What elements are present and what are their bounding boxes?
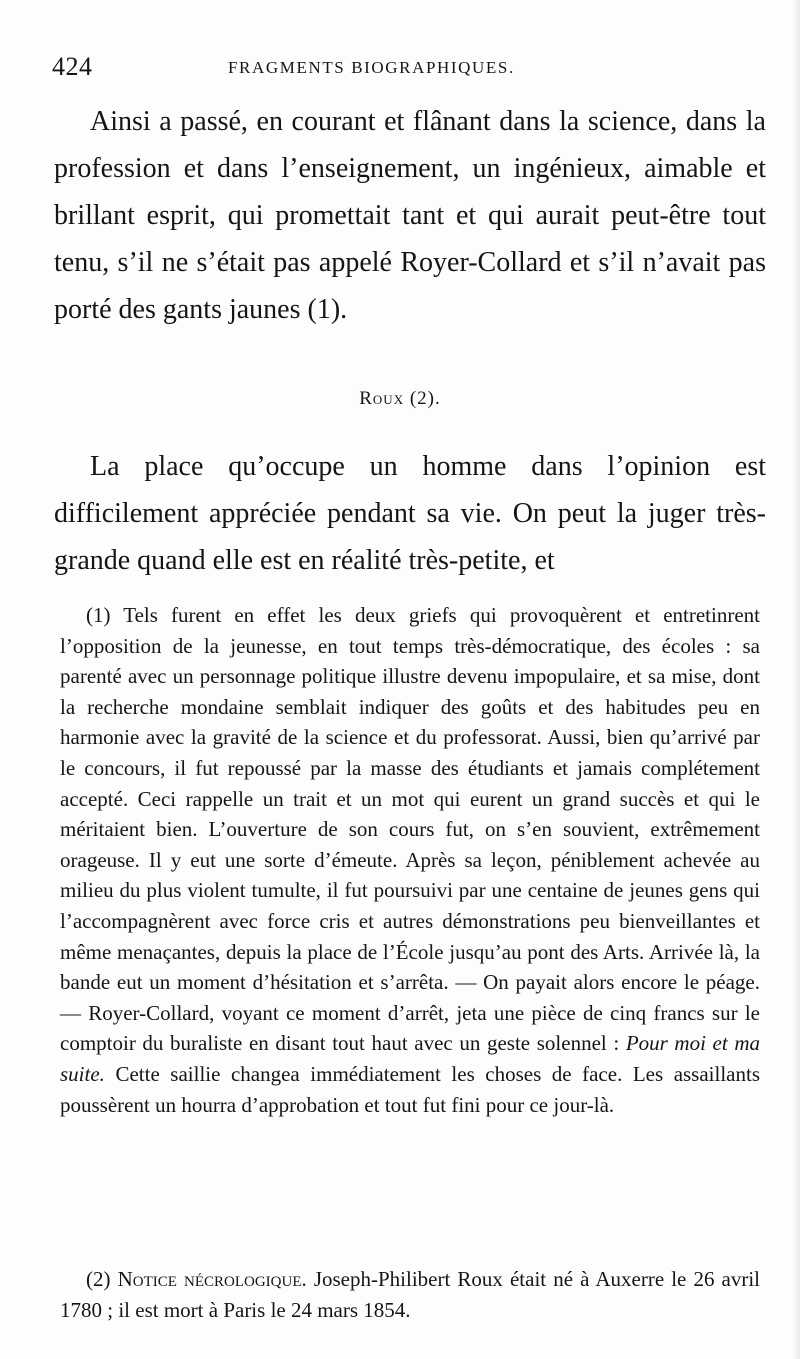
- footnote-2: [60, 1264, 760, 1325]
- page-header: [52, 52, 762, 92]
- footnote-1-end: Cette saillie changea immédiatement les choses de face. Les assaillants poussèrent un hourra d’approbation et tout fut fini pour ce jour-là.: [60, 1061, 761, 1117]
- footnote-1: [60, 600, 760, 1120]
- paragraph-closing-biography: Ainsi a passé, en courant et flânant dans la science, dans la profession et dans l’enseignement, un ingénieux, aimable et brillant esprit, qui promettait tant et qui aurait peut-être tout tenu, s’il ne s’était pas appelé Royer-Collard et s’il n’avait pas porté des gants jaunes (1).: [54, 106, 766, 325]
- footnote-2-heading: Notice nécrologique.: [117, 1267, 307, 1291]
- section-heading-name: Roux: [359, 388, 405, 409]
- footnote-2-text: Joseph-Philibert Roux était né à Auxerre le 26 avril 1780 ; il est mort à Paris le 24 mars 1854.: [60, 1267, 761, 1322]
- paragraph-roux-opening: La place qu’occupe un homme dans l’opinion est difficilement appréciée pendant sa vie. On peut la juger très-grande quand elle est en réalité très-petite, et: [54, 451, 766, 576]
- footnote-2-marker: (2): [86, 1267, 111, 1291]
- page-number: 424: [52, 52, 93, 81]
- footnote-1-italic-quote: Pour moi et ma suite.: [60, 1031, 760, 1086]
- section-heading: [0, 388, 800, 410]
- page-edge-shadow: [792, 0, 800, 1359]
- footnote-1-main: (1) Tels furent en effet les deux griefs qui provoquèrent et entretinrent l’opposition de la jeunesse, en tout temps très-démocratique, des écoles : sa parenté avec un personnage politique illustre devenu impopulaire, et sa mise, dont la recherche mondaine semblait indiquer des goûts et des habitudes peu en harmonie avec la gravité de la science et du professorat. Aussi, bien qu’arrivé par le concours, il fut repoussé par la masse des étudiants et jamais complétement accepté. Ceci rappelle un trait et un mot qui eurent un grand succès et qui le méritaient bien. L’ouverture de son cours fut, on s’en souvient, extrêmement orageuse. Il y eut une sorte d’émeute. Après sa leçon, péniblement achevée au milieu du plus violent tumulte, il fut poursuivi par une centaine de jeunes gens qui l’accompagnèrent avec force cris et autres démonstrations peu bienveillantes et même menaçantes, depuis la place de l’École jusqu’au pont des Arts. Arrivée là, la bande eut un moment d’hésitation et s’arrêta. — On payait alors encore le péage. — Royer-Collard, voyant ce moment d’arrêt, jeta une pièce de cinq francs sur le comptoir du buraliste en disant tout haut avec un geste solennel :: [60, 603, 760, 1056]
- running-head: FRAGMENTS BIOGRAPHIQUES.: [228, 58, 515, 77]
- section-heading-note-ref: (2).: [409, 388, 441, 409]
